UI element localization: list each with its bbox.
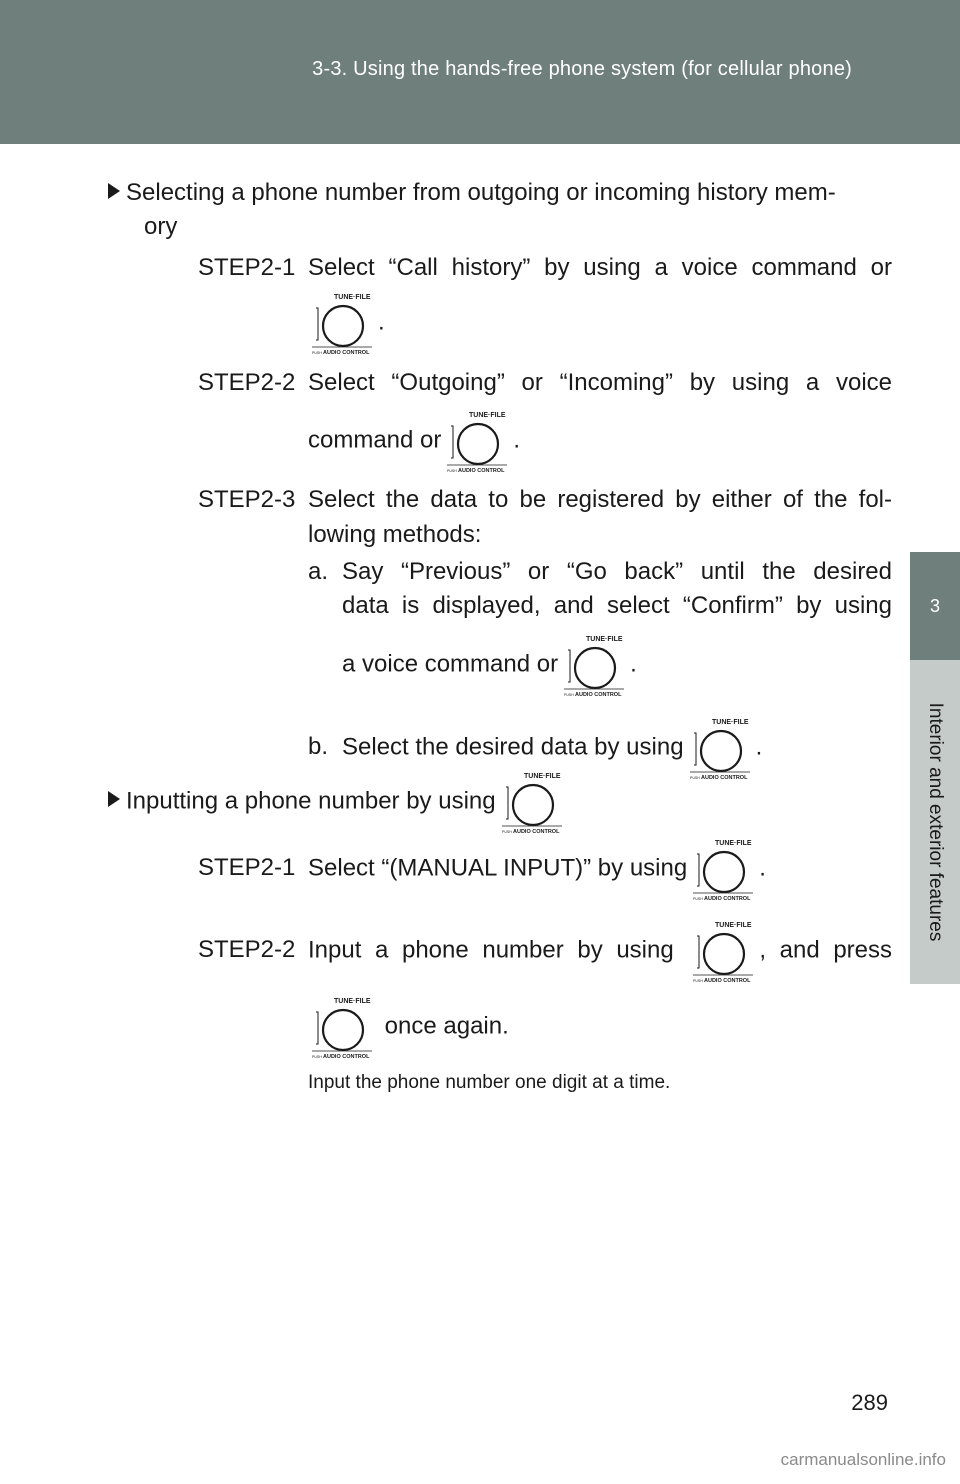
knob-dial — [323, 306, 363, 346]
step-label: STEP2-1 — [198, 854, 296, 882]
page-number: 289 — [851, 1390, 888, 1415]
step-row — [198, 366, 892, 400]
knob-push-label: PUSH — [689, 776, 700, 780]
bullet-line: Selecting a phone number from outgoing or incoming history mem- — [108, 176, 892, 210]
knob-bottom-label: AUDIO CONTROL — [704, 978, 751, 984]
item-label: b. — [308, 733, 329, 761]
list-item: a. Say “Previous” or “Go back” until the desired — [308, 555, 892, 589]
tune-knob-icon — [691, 918, 755, 984]
page-header — [0, 0, 910, 144]
step-cont: lowing methods: — [308, 521, 482, 548]
step-cont: TUNE·FILE PUSH AUDIO CONTROL . — [306, 290, 385, 356]
knob-push-label: PUSH — [501, 830, 512, 834]
knob-bottom-label: AUDIO CONTROL — [575, 692, 622, 698]
knob-dial — [701, 731, 741, 771]
knob-top-label: TUNE·FILE — [334, 998, 371, 1005]
chapter-number-tab — [910, 552, 960, 660]
knob-push-label: PUSH — [564, 693, 574, 697]
chapter-title: Interior and exterior features — [925, 702, 946, 942]
step-label: STEP2-2 — [198, 936, 296, 964]
knob-dial — [704, 852, 744, 892]
tune-knob-icon — [310, 290, 374, 356]
knob-bracket — [506, 787, 508, 819]
bullet-line: Inputting a phone number by using TUNE·FILE PUSH AUDIO CONTROL — [108, 769, 568, 835]
knob-bottom-label: AUDIO CONTROL — [323, 350, 370, 356]
knob-top-label: TUNE·FILE — [586, 636, 623, 643]
list-item-cont: a voice command or TUNE·FILE PUSH AUDIO CONTROL . — [342, 632, 637, 698]
knob-bracket — [316, 308, 318, 340]
chapter-number: 3 — [929, 595, 940, 616]
step-row: STEP2-2 Input a phone number by using TUNE·FILE PUSH AUDIO CONTROL , and press — [198, 918, 892, 984]
knob-bracket — [697, 854, 699, 886]
tune-knob-icon — [500, 769, 564, 835]
knob-dial — [704, 934, 744, 974]
tune-knob-icon — [445, 408, 509, 474]
step-text: Select the data to be registered by either of the fol- — [308, 486, 892, 513]
bullet-line-cont: ory — [144, 213, 178, 240]
knob-bottom-label: AUDIO CONTROL — [458, 468, 505, 474]
knob-bracket — [451, 426, 453, 458]
list-item-cont: data is displayed, and select “Confirm” by using — [342, 592, 892, 619]
knob-top-label: TUNE·FILE — [715, 840, 752, 847]
step-text: Select “Call history” by using a voice command or — [308, 254, 892, 281]
knob-dial — [458, 424, 498, 464]
tune-knob-icon — [310, 994, 374, 1060]
tune-knob-icon — [562, 632, 626, 698]
tune-knob-icon — [691, 836, 755, 902]
knob-push-label: PUSH — [312, 1055, 322, 1059]
step-text: Select “Outgoing” or “Incoming” by using a voice — [308, 369, 892, 396]
knob-bracket — [568, 650, 570, 682]
knob-dial — [513, 785, 553, 825]
knob-push-label: PUSH — [312, 351, 322, 355]
side-tab-top — [910, 0, 960, 144]
knob-top-label: TUNE·FILE — [334, 294, 371, 301]
knob-bracket — [694, 733, 696, 765]
step-label: STEP2-1 — [198, 254, 296, 281]
knob-top-label: TUNE·FILE — [523, 773, 561, 780]
knob-bottom-label: AUDIO CONTROL — [512, 829, 560, 835]
step-row — [198, 483, 892, 517]
knob-push-label: PUSH — [447, 469, 458, 473]
note-text: Input the phone number one digit at a time. — [308, 1072, 671, 1093]
step-row — [198, 251, 892, 285]
knob-push-label: PUSH — [693, 979, 704, 983]
knob-top-label: TUNE·FILE — [711, 719, 749, 726]
watermark: carmanualsonline.info — [780, 1450, 946, 1469]
bullet-triangle-icon — [108, 183, 120, 199]
step-cont: command or TUNE·FILE PUSH AUDIO CONTROL . — [308, 408, 520, 474]
item-label: a. — [308, 558, 329, 585]
bullet-triangle-icon — [108, 791, 120, 807]
knob-dial — [323, 1010, 363, 1050]
knob-bracket — [316, 1012, 318, 1044]
knob-bottom-label: AUDIO CONTROL — [700, 775, 748, 781]
step-label: STEP2-3 — [198, 486, 296, 513]
knob-top-label: TUNE·FILE — [715, 922, 752, 929]
knob-push-label: PUSH — [693, 897, 703, 901]
step-cont: TUNE·FILE PUSH AUDIO CONTROL once again. — [306, 994, 509, 1060]
tune-knob-icon — [688, 715, 752, 781]
step-row: STEP2-1 Select “(MANUAL INPUT)” by using TUNE·FILE PUSH AUDIO CONTROL . — [198, 836, 766, 902]
step-label: STEP2-2 — [198, 369, 296, 396]
knob-dial — [575, 648, 615, 688]
knob-bracket — [697, 936, 699, 968]
knob-top-label: TUNE·FILE — [469, 412, 506, 419]
list-item: b. Select the desired data by using TUNE·FILE PUSH AUDIO CONTROL . — [308, 715, 762, 781]
knob-bottom-label: AUDIO CONTROL — [323, 1054, 370, 1060]
section-title: 3-3. Using the hands-free phone system (for cellular phone) — [312, 58, 852, 80]
knob-bottom-label: AUDIO CONTROL — [704, 896, 751, 902]
